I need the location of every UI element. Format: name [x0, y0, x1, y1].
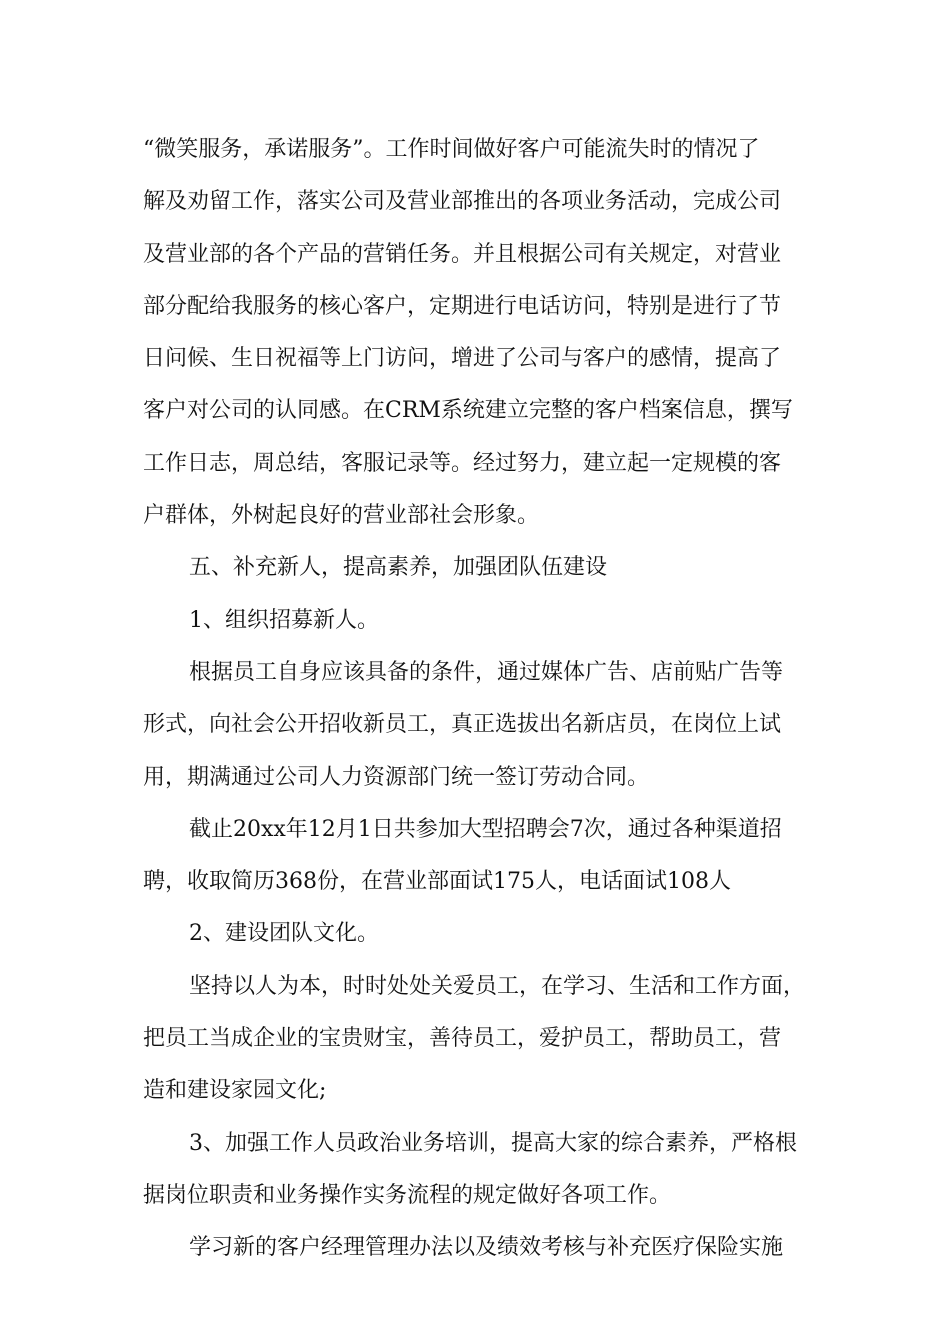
text-line: 截止20xx年12月1日共参加大型招聘会7次，通过各种渠道招: [189, 816, 782, 842]
text-line: “微笑服务，承诺服务”。工作时间做好客户可能流失时的情况了: [143, 137, 760, 162]
subsection-heading: 1、组织招募新人。: [189, 607, 379, 633]
text-line: 聘，收取简历368份，在营业部面试175人，电话面试108人: [143, 869, 731, 895]
text-line: 户群体，外树起良好的营业部社会形象。: [143, 503, 540, 529]
text-line: 学习新的客户经理管理办法以及绩效考核与补充医疗保险实施: [189, 1235, 784, 1261]
text-line: 据岗位职责和业务操作实务流程的规定做好各项工作。: [143, 1182, 672, 1208]
text-line: 及营业部的各个产品的营销任务。并且根据公司有关规定，对营业: [143, 241, 782, 267]
text-line: 客户对公司的认同感。在CRM系统建立完整的客户档案信息，撰写: [143, 398, 793, 424]
text-line: 用，期满通过公司人力资源部门统一签订劳动合同。: [143, 764, 650, 790]
subsection-heading: 3、加强工作人员政治业务培训，提高大家的综合素养，严格根: [189, 1130, 797, 1156]
text-line: 解及劝留工作，落实公司及营业部推出的各项业务活动，完成公司: [143, 189, 782, 215]
text-line: 日问候、生日祝福等上门访问，增进了公司与客户的感情，提高了: [143, 346, 782, 372]
text-line: 坚持以人为本，时时处处关爱员工，在学习、生活和工作方面，: [189, 973, 806, 999]
text-line: 根据员工自身应该具备的条件，通过媒体广告、店前贴广告等: [189, 659, 784, 685]
subsection-heading: 2、建设团队文化。: [189, 921, 379, 947]
section-heading: 五、补充新人，提高素养，加强团队伍建设: [189, 555, 608, 581]
text-line: 工作日志，周总结，客服记录等。经过努力，建立起一定规模的客: [143, 450, 782, 476]
document-body: [143, 124, 833, 1275]
text-line: 形式，向社会公开招收新员工，真正选拔出名新店员，在岗位上试: [143, 712, 782, 738]
text-line: 造和建设家园文化;: [143, 1078, 327, 1104]
text-line: 把员工当成企业的宝贵财宝，善待员工，爱护员工，帮助员工，营: [143, 1026, 782, 1052]
text-line: 部分配给我服务的核心客户，定期进行电话访问，特别是进行了节: [143, 293, 782, 319]
